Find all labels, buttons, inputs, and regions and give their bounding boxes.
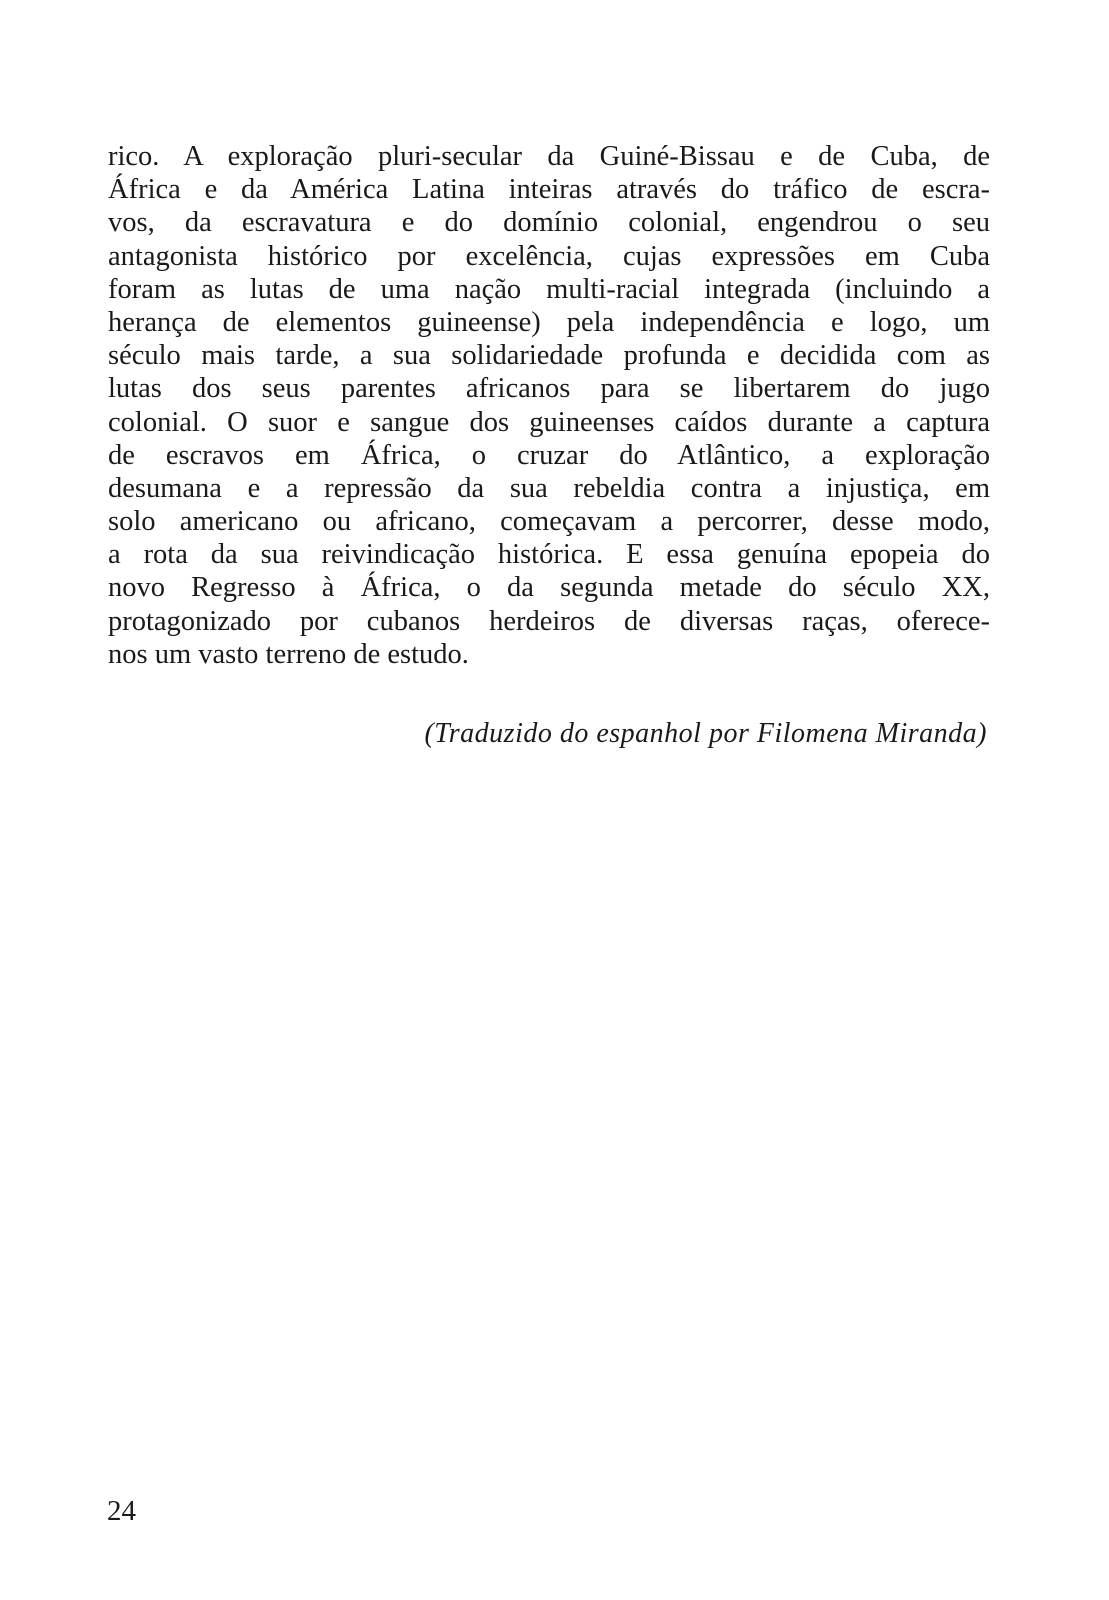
text-line: rico. A exploração pluri-secular da Guiné-Bissau e de Cuba, de — [108, 141, 990, 172]
text-line: protagonizado por cubanos herdeiros de diversas raças, oferece- — [108, 605, 990, 637]
text-line: de escravos em África, o cruzar do Atlântico, a exploração — [108, 439, 990, 471]
text-line: desumana e a repressão da sua rebeldia contra a injustiça, em — [108, 472, 990, 504]
text-line: foram as lutas de uma nação multi-racial integrada (incluindo a — [108, 273, 990, 305]
text-line: vos, da escravatura e do domínio colonial, engendrou o seu — [108, 207, 990, 239]
text-line: herança de elementos guineense) pela independência e logo, um — [108, 306, 990, 338]
text-line: lutas dos seus parentes africanos para se libertarem do jugo — [108, 373, 990, 405]
text-line: África e da América Latina inteiras através do tráfico de escra- — [108, 174, 990, 206]
text-line: novo Regresso à África, o da segunda metade do século XX, — [108, 572, 990, 604]
text-line: solo americano ou africano, começavam a percorrer, desse modo, — [108, 506, 990, 538]
body-paragraph — [108, 140, 990, 671]
page-number: 24 — [107, 1495, 136, 1527]
text-line: colonial. O suor e sangue dos guineenses caídos durante a captura — [108, 406, 990, 438]
translation-credit: (Traduzido do espanhol por Filomena Miranda) — [424, 718, 987, 749]
text-line: nos um vasto terreno de estudo. — [108, 638, 469, 670]
text-line: antagonista histórico por excelência, cujas expressões em Cuba — [108, 240, 990, 272]
text-line: século mais tarde, a sua solidariedade profunda e decidida com as — [108, 340, 990, 372]
text-line: a rota da sua reivindicação histórica. E essa genuína epopeia do — [108, 539, 990, 571]
